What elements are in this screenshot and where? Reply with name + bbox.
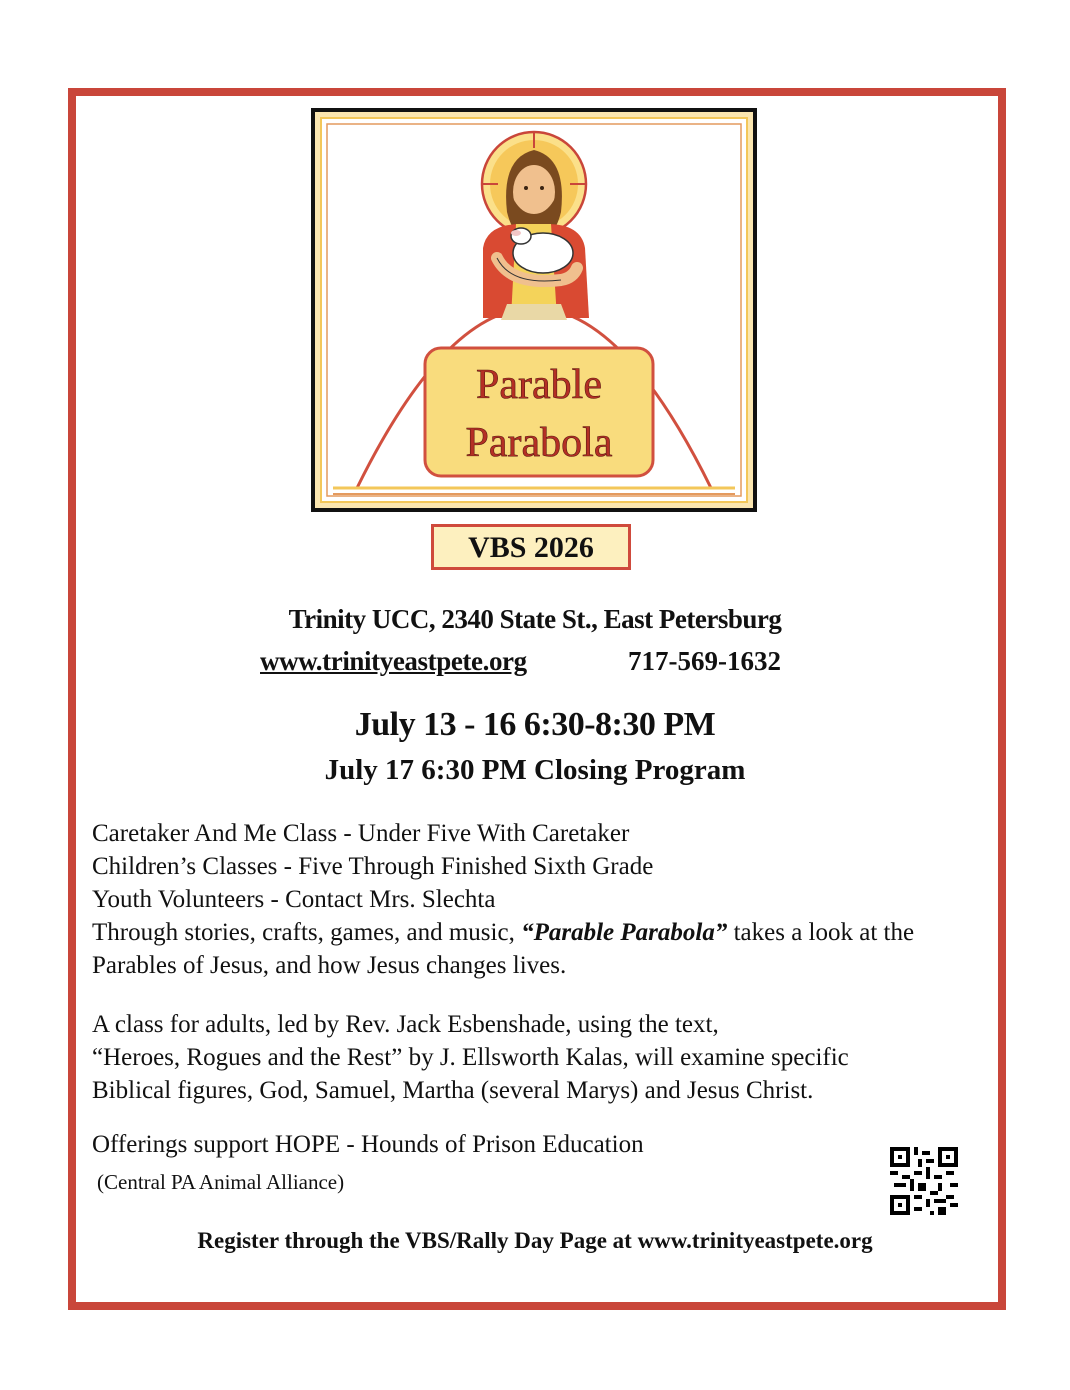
adult-class-line: Biblical figures, God, Samuel, Martha (several Marys) and Jesus Christ. bbox=[92, 1077, 814, 1104]
adult-class-block bbox=[92, 1008, 972, 1107]
event-dates: July 13 - 16 6:30-8:30 PM bbox=[354, 706, 716, 743]
program-name-emphasis: “Parable Parabola” bbox=[521, 919, 728, 946]
vbs-year-label: VBS 2026 bbox=[431, 524, 631, 570]
adult-class-line: A class for adults, led by Rev. Jack Esbenshade, using the text, bbox=[92, 1011, 719, 1038]
program-description bbox=[92, 916, 972, 982]
parable-parabola-logo bbox=[311, 108, 757, 512]
website-line bbox=[260, 646, 527, 677]
description-text: takes a look at the Parables of Jesus, and how Jesus changes lives. bbox=[92, 919, 915, 979]
logo-title-line2: Parabola bbox=[465, 420, 613, 466]
phone-number: 717-569-1632 bbox=[628, 646, 781, 676]
class-item: Youth Volunteers - Contact Mrs. Slechta bbox=[92, 886, 496, 913]
class-item: Children’s Classes - Five Through Finished Sixth Grade bbox=[92, 853, 654, 880]
website-link[interactable]: www.trinityeastpete.org bbox=[260, 646, 527, 676]
registration-instructions: Register through the VBS/Rally Day Page at www.trinityeastpete.org bbox=[197, 1228, 873, 1253]
closing-program-date: July 17 6:30 PM Closing Program bbox=[324, 754, 746, 786]
offerings-note: (Central PA Animal Alliance) bbox=[97, 1170, 345, 1194]
description-text: Through stories, crafts, games, and music, bbox=[92, 919, 522, 946]
class-info-block bbox=[92, 817, 972, 982]
class-item: Caretaker And Me Class - Under Five With Caretaker bbox=[92, 820, 630, 847]
logo-title-line1: Parable bbox=[476, 362, 602, 408]
adult-class-line: “Heroes, Rogues and the Rest” by J. Ellsworth Kalas, will examine specific bbox=[92, 1044, 849, 1071]
offerings-text: Offerings support HOPE - Hounds of Prison Education bbox=[92, 1131, 644, 1158]
church-address: Trinity UCC, 2340 State St., East Petersburg bbox=[288, 604, 782, 634]
qr-code-icon[interactable] bbox=[890, 1147, 958, 1215]
